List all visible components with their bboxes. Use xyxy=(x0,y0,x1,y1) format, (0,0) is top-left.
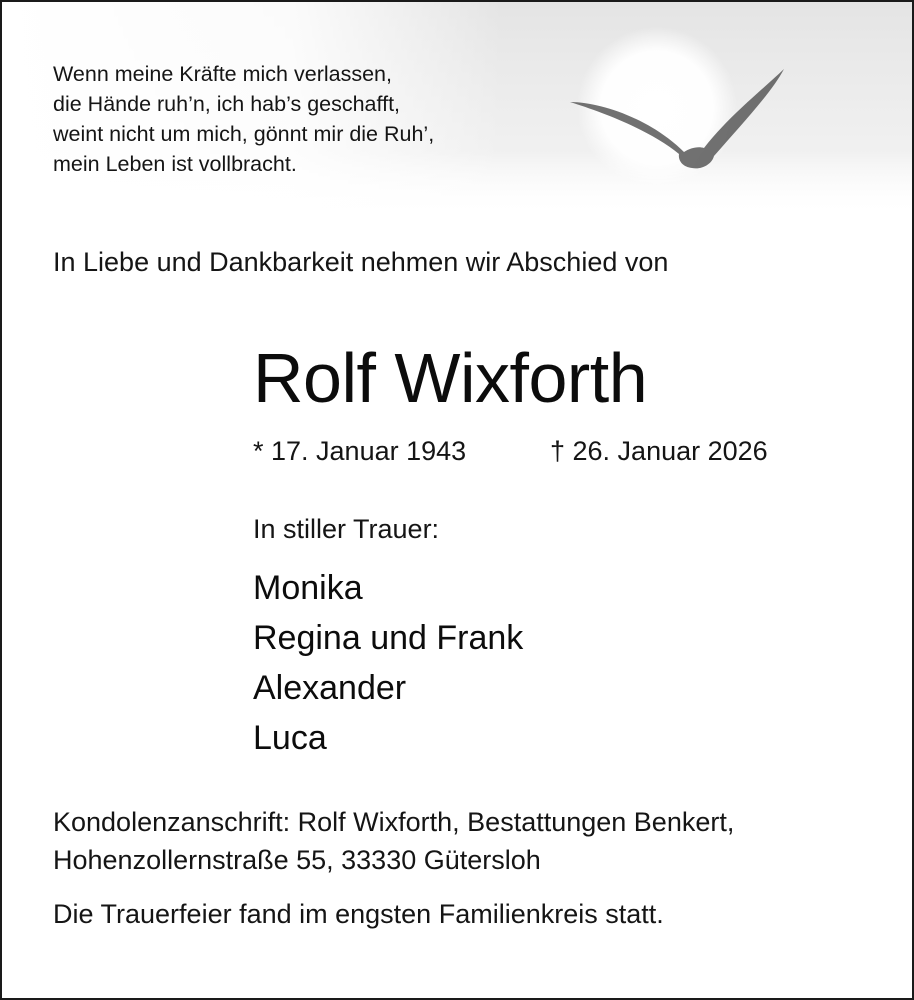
poem-line: Wenn meine Kräfte mich verlassen, xyxy=(53,62,392,86)
family-member: Monika xyxy=(253,569,363,607)
poem xyxy=(53,59,434,179)
poem-line: mein Leben ist vollbracht. xyxy=(53,152,297,176)
funeral-note: Die Trauerfeier fand im engsten Familienkreis statt. xyxy=(53,899,664,929)
farewell-intro: In Liebe und Dankbarkeit nehmen wir Abschied von xyxy=(53,247,669,277)
condolence-line: Hohenzollernstraße 55, 33330 Gütersloh xyxy=(53,845,541,875)
family-list xyxy=(253,563,523,763)
condolence-address xyxy=(53,803,734,879)
poem-line: weint nicht um mich, gönnt mir die Ruh’, xyxy=(53,122,435,146)
poem-line: die Hände ruh’n, ich hab’s geschafft, xyxy=(53,92,401,116)
birth-date: * 17. Januar 1943 xyxy=(253,436,467,466)
family-member: Luca xyxy=(253,719,327,757)
family-member: Regina und Frank xyxy=(253,619,524,657)
family-member: Alexander xyxy=(253,669,407,707)
mourning-label: In stiller Trauer: xyxy=(253,514,440,544)
condolence-line: Kondolenzanschrift: Rolf Wixforth, Bestattungen Benkert, xyxy=(53,807,735,837)
deceased-name: Rolf Wixforth xyxy=(253,339,648,417)
death-date: † 26. Januar 2026 xyxy=(550,436,768,466)
